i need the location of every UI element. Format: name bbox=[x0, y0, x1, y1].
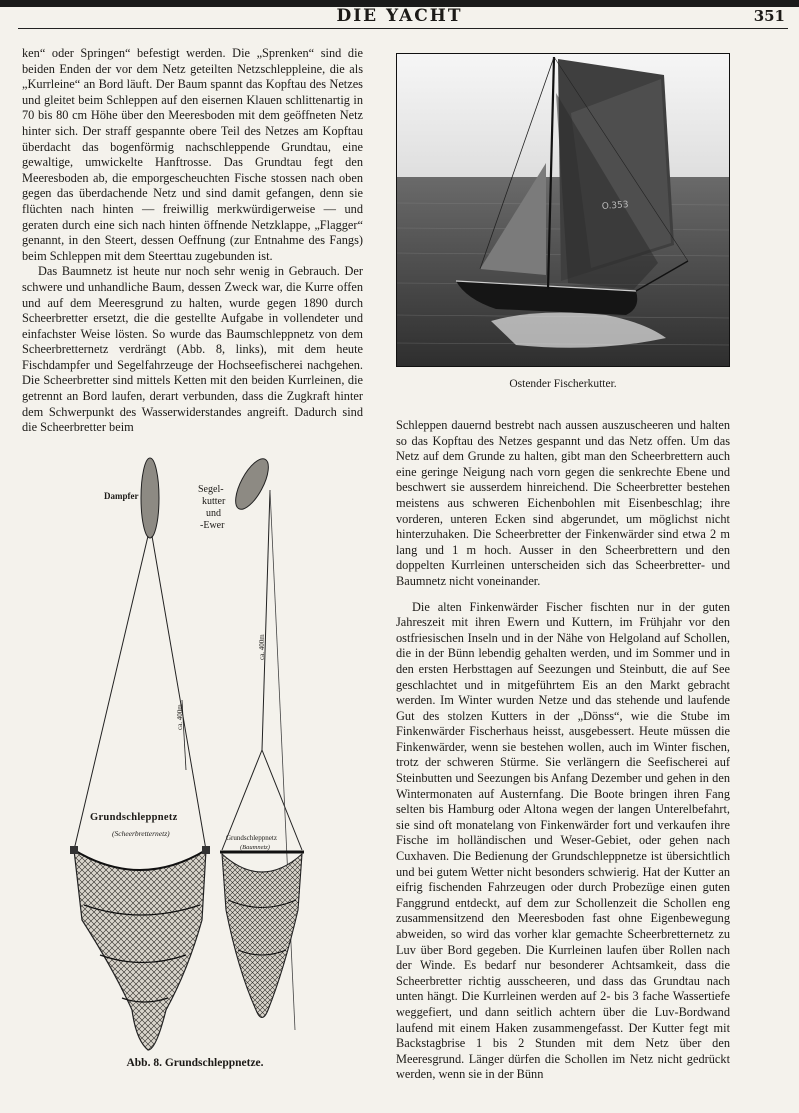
dampfer-label: Dampfer bbox=[104, 491, 139, 501]
page-number: 351 bbox=[753, 7, 785, 25]
trawl-net-drawing bbox=[70, 450, 320, 1060]
left-net-subtitle: (Scheerbretternetz) bbox=[112, 829, 170, 838]
svg-text:O.353: O.353 bbox=[601, 200, 629, 212]
segel-label: kutter bbox=[202, 496, 226, 507]
segel-label: und bbox=[206, 508, 221, 519]
segel-label: Segel- bbox=[198, 484, 224, 495]
fishing-cutter-photo bbox=[396, 53, 730, 367]
running-header: DIE YACHT bbox=[336, 6, 463, 26]
left-net-title: Grundschleppnetz bbox=[90, 812, 178, 823]
paragraph: ken“ oder Springen“ befestigt werden. Die „Sprenken“ sind die beiden Enden der vor dem Netz geteilten Netzschleppleine, die als „Kurrleine“ an Bord läuft. Der Baum spannt das Kopftau des Netzes und gleitet beim Schleppen auf den eisernen Klauen schlittenartig in 70 bis 80 cm Höhe über den Meeresboden mit dem geöffneten Netz hinter sich. Der straff gespannte obere Teil des Netzes am Kopftau überdacht das bogenförmig nachschleppende Grundtau, eine gewaltige, umwickelte Hanftrosse. Das Grundtau fegt den Meeresboden ab, die emporgescheuchten Fische stossen nach oben gegen das überdachende Netz und sind damit gefangen, denn sie flüchten nach hinten — freiwillig merkwürdigerweise — und geraten durch eine sich nach hinten öffnende Netzklappe, „Flagger“ genannt, in den Steert, dessen Oeffnung (zur Entnahme des Fangs) beim Schleppen mit dem Steerttau zugebunden ist. bbox=[22, 46, 363, 263]
paragraph: Die alten Finkenwärder Fischer fischten nur in der guten Jahreszeit mit ihren Ewern und Kuttern, im Frühjahr vor den ostfriesischen Inseln und in der Nähe von Helgoland auf Schollen, die in der Bünn lebendig gehalten werden, und im Sommer und in den ersten Herbsttagen auf Seezungen und Steinbutt, die auf See geschlachtet und in mitgeführtem Eis an den Markt gebracht werden. Im Winter wurden Netze und das stehende und laufende Gut des stolzen Kutters in der „Dönss“, wie die Stube im Finkenwärder Fischerhaus heisst, ausgebessert. Heute müssen die Finkenwärder, wenn sie bestehen wollen, auch im Winter fischen, trotz der schweren Stürme. Sie verlängern die Seefischerei auf Steinbutten und Seezungen bis Anfang Dezember und gehen in den Wintermonaten auf Austernfang. Die Boote bringen ihren Fang selten bis Hamburg oder Altona wegen der langen Unterelbefahrt, sie sind oft monatelang von Finkenwärder fort und verkaufen ihre Fische im holländischen und Weser-Gebiet, oder gehen nach Cuxhaven. Die Bedienung der Grundschleppnetze ist übersichtlich und bei gutem Wetter nicht besonders schwierig. Hat der Kutter an eifrig fischenden Fahrzeugen oder durch Probezüge einen guten Fanggrund entdeckt, auf dem zur Schollenzeit die Schollen eng zusammensitzend den Meeresboden fast ohne Eigenbewegung abweiden, so wird das vorher klar gemachte Scheerbretternetz zu Luv über Bord gegeben. Die Kurrleinen laufen über Rollen nach der Winde. Es bedarf nur besonderer Achtsamkeit, dass die Scheerbretter richtig ausscheeren, und dass das Grundtau nach unten hängt. Die Kurrleinen werden auf 2- bis 3 fache Wassertiefe weggefiert, und dann seitlich achtern über die Luv-Bordwand laufend mit einem Haken zusammengefasst. Der Kutter fegt mit Backstagbrise 1 bis 2 Stunden mit dem Netz über den Meeresgrund. Länger dürfen die Schollen im Netz nicht gedrückt werden, wenn sie in der Bünn bbox=[396, 599, 730, 1082]
right-net-subtitle: (Baumnetz) bbox=[240, 844, 270, 851]
photo-caption: Ostender Fischerkutter. bbox=[509, 378, 617, 390]
segel-label: -Ewer bbox=[200, 520, 225, 531]
header-rule bbox=[18, 28, 788, 29]
sailboat-illustration bbox=[396, 53, 730, 367]
length-label: ca. 400m bbox=[258, 634, 266, 660]
length-label: ca. 400m bbox=[176, 704, 184, 730]
left-column bbox=[22, 46, 363, 436]
right-net-title: Grundschleppnetz bbox=[226, 834, 277, 842]
paragraph: Schleppen dauernd bestrebt nach aussen auszuscheeren und halten so das Kopftau des Netzes gespannt und das Netz offen. Um das Netz auf dem Grunde zu halten, gibt man den Scheerbrettern auch eine geringe Neigung nach vorn gegen die senkrechte Ebene und beschwert sie ausserdem hinreichend. Die Scheerbretter bestehen meistens aus schweren Eichenbohlen mit Eisenbeschlag; ihre vorderen, unteren Ecken sind abgerundet, um möglichst nicht hinterzuhaken. Die Scheerbretter der Finkenwärder sind etwa 2 m lang und 1 m hoch. Ausser in den Scheerbrettern und den doppelten Kurrleinen unterscheiden sich das Scheerbretter- und Baumnetz nicht voneinander. bbox=[396, 418, 730, 588]
right-column bbox=[396, 418, 730, 1083]
figure-caption: Abb. 8. Grundschleppnetze. bbox=[126, 1057, 264, 1069]
paragraph: Das Baumnetz ist heute nur noch sehr wenig in Gebrauch. Der schwere und unhandliche Baum, dessen Zweck war, die Kurre offen und auf dem Meeresgrund zu halten, wurde gegen 1890 durch Scheerbretter ersetzt, die die gestellte Aufgabe in vollendeter und einfachster Weise lösten. So wurde das Baumschleppnetz von dem Scheerbretternetz verdrängt (Abb. 8, links), mit dem heute Fischdampfer und Segelfahrzeuge der Hochseefischerei nachgehen. Die Scheerbretter sind mittels Ketten mit den beiden Kurrleinen, die getrennt an Bord laufen, derart verbunden, dass die Zugkraft hinter dem Schwerpunkt des Wasserwiderstandes angreift. Dadurch sind die Scheerbretter beim bbox=[22, 264, 363, 435]
trawl-net-diagram bbox=[70, 450, 320, 1060]
